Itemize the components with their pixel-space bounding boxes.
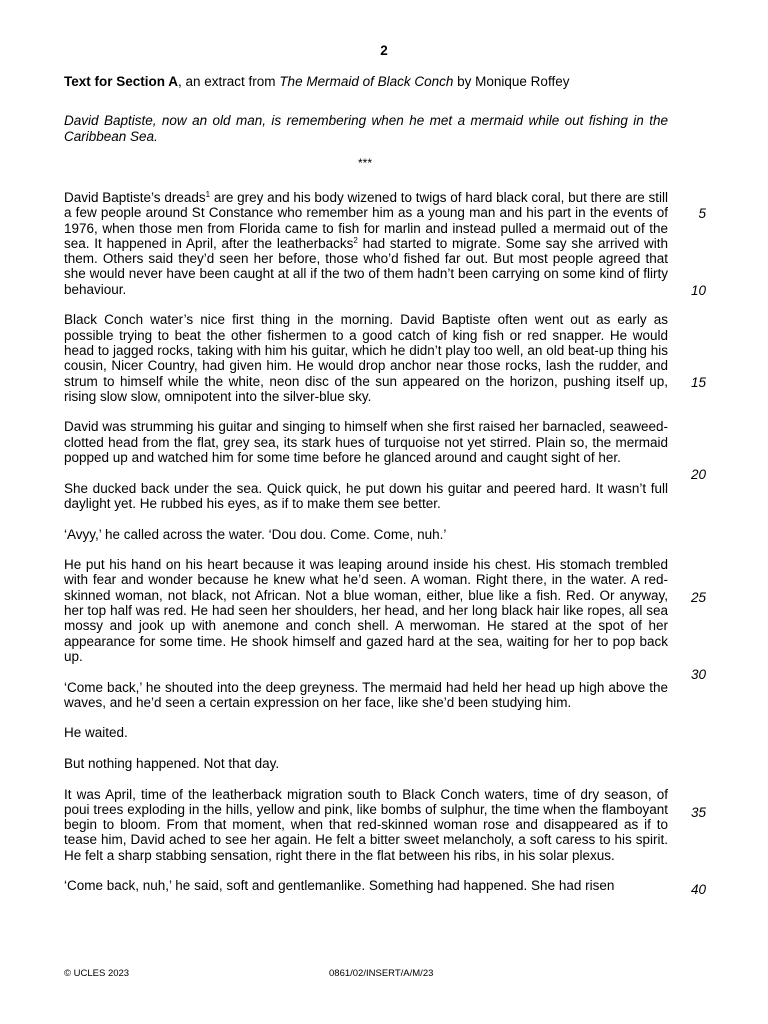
line-number: 20 [690, 467, 706, 482]
paragraph-1-part-c: had started to migrate. Some say she arrived with them. Others said they’d seen her before, those who’d fished far out. But most people agreed that she would never have been caught at all if the two of them hadn’t been carrying on some kind of flirty behaviour. [64, 235, 668, 297]
line-number: 25 [690, 590, 706, 605]
paragraph-2: Black Conch water’s nice first thing in the morning. David Baptiste often went out as early as possible trying to beat the other fishermen to a good catch of king fish or red snapper. He would head to jagged rocks, taking with him his guitar, which he didn’t play too well, an old beat-up thing his cousin, Nicer Country, had given him. He would drop anchor near those rocks, lash the rudder, and strum to himself while the white, neon disc of the sun appeared on the horizon, pushing itself up, rising slow slow, omnipotent into the silver-blue sky. [64, 312, 668, 404]
paragraph-1-part-b: are grey and his body wizened to twigs of hard black coral, but there are still a few people around St Constance who remember him as a young man and his part in the events of 1976, when those men from Florida came to fish for marlin and instead pulled a mermaid out of the sea. It happened in April, after the leatherbacks [64, 190, 668, 251]
extract-body [64, 190, 668, 894]
line-number: 40 [690, 882, 706, 897]
paragraph-10: It was April, time of the leatherback migration south to Black Conch waters, time of dry season, of poui trees exploding in the hills, yellow and pink, like bombs of sulphur, the time when the flamboyant begin to bloom. From that moment, when that red-skinned woman rose and disappeared as if to tease him, David ached to see her again. He felt a bitter sweet melancholy, a soft caress to his spirit. He felt a sharp stabbing sensation, right there in the flat between his ribs, in his solar plexus. [64, 786, 668, 863]
line-number: 35 [690, 805, 706, 820]
intro-text: David Baptiste, now an old man, is remembering when he met a mermaid while out fishing in the Caribbean Sea. [64, 113, 668, 144]
paragraph-7: ‘Come back,’ he shouted into the deep greyness. The mermaid had held her head up high above the waves, and he’d seen a certain expression on her face, like she’d been studying him. [64, 679, 668, 710]
heading-connector: , an extract from [178, 74, 280, 89]
section-heading [64, 74, 674, 90]
line-number: 10 [690, 283, 706, 298]
paragraph-4: She ducked back under the sea. Quick quick, he put down his guitar and peered hard. It wasn’t full daylight yet. He rubbed his eyes, as if to make them see better. [64, 480, 668, 511]
page-number: 2 [380, 43, 388, 58]
paragraph-5: ‘Avyy,’ he called across the water. ‘Dou dou. Come. Come, nuh.’ [64, 526, 447, 542]
paragraph-6: He put his hand on his heart because it was leaping around inside his chest. His stomach trembled with fear and wonder because he knew what he’d seen. A woman. Right there, in the water. A red-skinned woman, not black, not African. Not a blue woman, either, blue like a fish. Red. Or anyway, her top half was red. He had seen her shoulders, her head, and her long black hair like ropes, all sea mossy and jook up with anemone and conch shell. A merwoman. He stared at the spot of her appearance for some time. He shook himself and gazed hard at the sea, waiting for her to pop back up. [64, 557, 668, 664]
line-number: 5 [698, 206, 706, 221]
paragraph-11: ‘Come back, nuh,’ he said, soft and gentlemanlike. Something had happened. She had risen [64, 878, 615, 894]
section-label: Text for Section A [64, 74, 179, 89]
line-number: 30 [690, 667, 706, 682]
line-number: 15 [690, 375, 706, 390]
paragraph-8: He waited. [64, 725, 128, 741]
footer-copyright: © UCLES 2023 [64, 968, 130, 979]
footer-paper-code: 0861/02/INSERT/A/M/23 [329, 968, 434, 979]
footnote-ref-2: 2 [353, 235, 358, 245]
book-title: The Mermaid of Black Conch [279, 74, 454, 89]
paragraph-1-part-a: David Baptiste’s dreads [64, 190, 206, 205]
separator: *** [357, 156, 372, 170]
heading-author: by Monique Roffey [453, 74, 570, 89]
paragraph-1 [64, 190, 668, 297]
footnote-ref-1: 1 [205, 190, 211, 199]
paragraph-9: But nothing happened. Not that day. [64, 755, 280, 771]
paragraph-3: David was strumming his guitar and singing to himself when she first raised her barnacled, seaweed-clotted head from the flat, grey sea, its stark hues of turquoise not yet stirred. Plain so, the mermaid popped up and watched him for some time before he glanced around and caught sight of her. [64, 419, 668, 466]
